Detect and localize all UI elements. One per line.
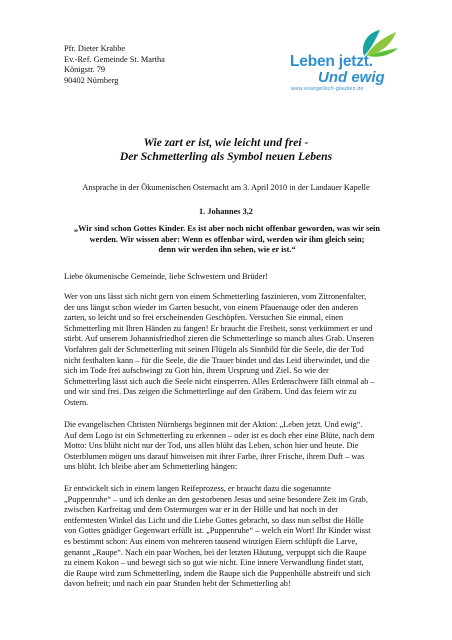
- quote-line: denn wir werden ihn sehen, wie er ist.“: [158, 245, 296, 255]
- paragraph-1: [64, 292, 394, 409]
- text-line: die Raupe wird zum Schmetterling, indem die Raupe sich die Puppenhülle abstreift und sich: [64, 568, 371, 578]
- sender-organization: Ev.-Ref. Gemeinde St. Martha: [64, 54, 165, 64]
- quote-line: werden. Wir wissen aber: Wenn es offenbar wird, werden wir ihm gleich sein;: [89, 234, 365, 244]
- text-line: Motto: Uns blüht nicht nur der Tod, uns allen blüht das Leben, schon hier und heute. Die: [64, 441, 359, 451]
- occasion-line: Ansprache in der Ökumenischen Osternacht am 3. April 2010 in der Landauer Kapelle: [82, 183, 370, 192]
- text-line: Wer von uns lässt sich nicht gern von einem Schmetterling faszinieren, vom Zitronenfalter,: [64, 292, 367, 301]
- paragraph-3: [64, 484, 394, 590]
- title-line1: Wie zart er ist, wie leicht und frei -: [143, 136, 309, 149]
- logo-text-line2: Und ewig: [318, 69, 385, 86]
- text-line: und wir sind frei. Das zeigen die Schmetterlinge auf den Gräbern. Und das feiern wir zu: [64, 387, 357, 397]
- text-line: „Puppenruhe“ – und ich denke an den gestorbenen Jesus und seine besondere Zeit im Grab,: [64, 494, 368, 504]
- logo-url: www.evangelisch-glauben.de: [291, 86, 364, 92]
- text-line: Osterblumen mögen uns darauf hinweisen mit ihrer Farbe, ihrer Frische, ihrem Duft – was: [64, 451, 365, 461]
- logo-text-line1: Leben jetzt.: [290, 53, 373, 70]
- text-line: nicht festhalten kann – für die Seele, die die Trauer bindet und das Leid überwindet, und die: [64, 355, 370, 365]
- text-line: davon befreit; und nach ein paar Stunden hebt der Schmetterling ab!: [64, 579, 291, 589]
- text-line: Schmetterling lässt sich auch die Seele nicht einsperren. Alles Erdenschwere fällt einmal ab –: [64, 376, 375, 386]
- scripture-quote: [64, 224, 390, 256]
- text-line: Auf dem Logo ist ein Schmetterling zu erkennen – oder ist es doch eher eine Blüte, nach dem: [64, 430, 375, 440]
- quote-line: „Wir sind schon Gottes Kinder. Es ist aber noch nicht offenbar geworden, was wir sein: [74, 224, 380, 233]
- greeting: Liebe ökumenische Gemeinde, liebe Schwestern und Brüder!: [64, 272, 268, 281]
- title-line2: Der Schmetterling als Symbol neuen Lebens: [119, 150, 333, 163]
- text-line: genannt „Raupe“. Nach ein paar Wochen, bei der letzten Häutung, verpuppt sich die Raupe: [64, 547, 367, 557]
- text-line: es bestimmt schon: Aus einem von mehreren tausend winzigen Eiern schlüpft die Larve,: [64, 536, 358, 546]
- text-line: Ostern.: [64, 397, 89, 407]
- sender-name: Pfr. Dieter Krabbe: [64, 44, 126, 53]
- text-line: sich im Tode frei aufschwingt zu Gott hin, ihrem Ursprung und Ziel. So wie der: [64, 366, 329, 376]
- sender-city: 90402 Nürnberg: [64, 75, 119, 85]
- text-line: Er entwickelt sich in einem langen Reifeprozess, er braucht dazu die sogenannte: [64, 484, 331, 493]
- scripture-reference: 1. Johannes 3,2: [199, 207, 253, 216]
- text-line: zarten, so leicht und so frei erscheinenden Geschöpfen. Versuchen Sie einmal, einen: [64, 313, 344, 323]
- text-line: zwischen Karfreitag und dem Ostermorgen war er in der Hölle und hat noch in der: [64, 505, 339, 515]
- text-line: von Gottes gnädiger Gegenwart erfüllt ist. „Puppenruhe“ – welch ein Wort! Ihr Kinder wisst: [64, 526, 371, 536]
- text-line: Vorfahren galt der Schmetterling mit seinen Flügeln als Sinnbild für die Seele, die der Tod: [64, 344, 364, 354]
- text-line: entferntesten Winkel das Licht und die Liebe Gottes gebracht, so dass nun selbst die Hölle: [64, 515, 364, 525]
- text-line: uns blüht. Ich bleibe aber am Schmetterling hängen:: [64, 462, 238, 472]
- sender-street: Königstr. 79: [64, 65, 106, 75]
- sender-address: [64, 44, 165, 86]
- text-line: Die evangelischen Christen Nürnbergs beginnen mit der Aktion: „Leben jetzt. Und ewig“.: [64, 420, 363, 429]
- text-line: stirbt. Auf unserem Johannisfriedhof zieren die Schmetterlinge so manch altes Grab. Unseren: [64, 334, 374, 344]
- text-line: Schmetterling mit Ihren Händen zu fangen! Er braucht die Freiheit, sonst verkümmert er und: [64, 323, 373, 333]
- text-line: der uns längst schon wieder im Garten besucht, von einem Pfauenauge oder den anderen: [64, 302, 358, 312]
- paragraph-2: [64, 420, 394, 473]
- text-line: zu einem Kokon – und bewegt sich so gut wie nicht. Eine innere Verwandlung findet statt,: [64, 558, 364, 568]
- sermon-title: [40, 136, 412, 164]
- leben-jetzt-logo: [272, 26, 402, 102]
